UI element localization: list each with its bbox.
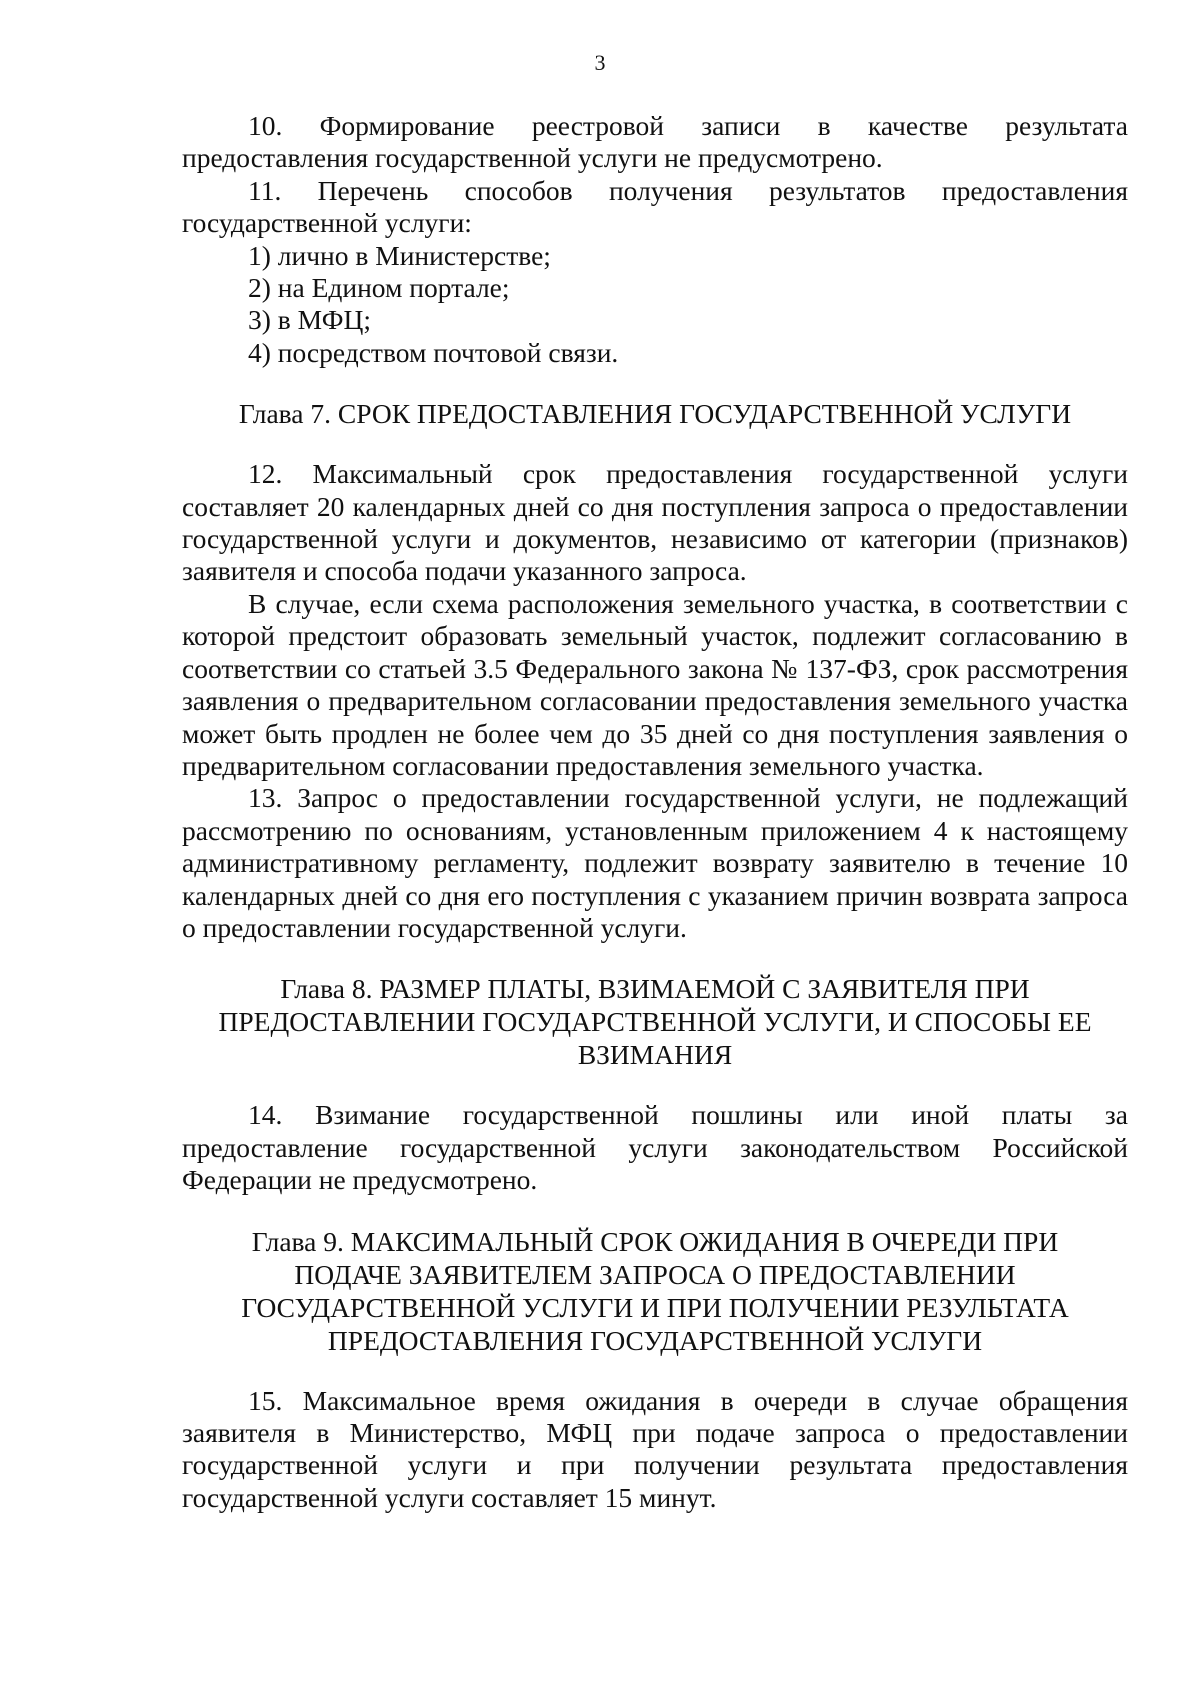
heading-line: Глава 9. МАКСИМАЛЬНЫЙ СРОК ОЖИДАНИЯ В ОЧЕРЕДИ ПРИ [251, 1225, 1059, 1257]
paragraph-13: 13. Запрос о предоставлении государственной услуги, не подлежащий рассмотрению по основаниям, установленным приложением 4 к настоящему административному регламенту, подлежит возврату заявителю в течение 10 календарных дней со дня его поступления с указанием причин возврата запроса о предоставлении государственной услуги. [182, 782, 1128, 943]
chapter-7-heading: Глава 7. СРОК ПРЕДОСТАВЛЕНИЯ ГОСУДАРСТВЕННОЙ УСЛУГИ [238, 398, 1072, 430]
list-item: 2) на Едином портале; [248, 272, 510, 304]
chapter-9-heading [182, 1225, 1128, 1357]
heading-line: ПРЕДОСТАВЛЕНИИ ГОСУДАРСТВЕННОЙ УСЛУГИ, И СПОСОБЫ ЕЕ [218, 1006, 1092, 1038]
chapter-8-heading [182, 972, 1128, 1071]
document-body [182, 110, 1128, 1514]
list-item: 1) лично в Министерстве; [248, 239, 551, 271]
list-item: 3) в МФЦ; [248, 304, 371, 336]
heading-line: Глава 8. РАЗМЕР ПЛАТЫ, ВЗИМАЕМОЙ С ЗАЯВИТЕЛЯ ПРИ [280, 973, 1030, 1005]
page-number: 3 [594, 50, 606, 75]
heading-line: ВЗИМАНИЯ [577, 1039, 733, 1071]
paragraph-10: 10. Формирование реестровой записи в качестве результата предоставления государственной услуги не предусмотрено. [182, 110, 1128, 174]
paragraph-12: 12. Максимальный срок предоставления государственной услуги составляет 20 календарных дней со дня поступления запроса о предоставлении государственной услуги и документов, независимо от категории (признаков) заявителя и способа подачи указанного запроса. [182, 458, 1128, 587]
paragraph-15: 15. Максимальное время ожидания в очереди в случае обращения заявителя в Министерство, МФЦ при подаче запроса о предоставлении государственной услуги и при получении результата предоставления государственной услуги составляет 15 минут. [182, 1384, 1128, 1513]
paragraph-14: 14. Взимание государственной пошлины или иной платы за предоставление государственной услуги законодательством Российской Федерации не предусмотрено. [182, 1099, 1128, 1196]
heading-line: ГОСУДАРСТВЕННОЙ УСЛУГИ И ПРИ ПОЛУЧЕНИИ РЕЗУЛЬТАТА [241, 1291, 1069, 1323]
paragraph-12-extension: В случае, если схема расположения земельного участка, в соответствии с которой предстоит образовать земельный участок, подлежит согласованию в соответствии со статьей 3.5 Федерального закона № 137-ФЗ, срок рассмотрения заявления о предварительном согласовании предоставления земельного участка может быть продлен не более чем до 35 дней со дня поступления заявления о предварительном согласовании предоставления земельного участка. [182, 587, 1128, 781]
list-item: 4) посредством почтовой связи. [248, 336, 619, 368]
heading-line: ПОДАЧЕ ЗАЯВИТЕЛЕМ ЗАПРОСА О ПРЕДОСТАВЛЕНИИ [294, 1258, 1016, 1290]
heading-line: ПРЕДОСТАВЛЕНИЯ ГОСУДАРСТВЕННОЙ УСЛУГИ [327, 1324, 983, 1356]
paragraph-11: 11. Перечень способов получения результатов предоставления государственной услуги: [182, 174, 1128, 239]
